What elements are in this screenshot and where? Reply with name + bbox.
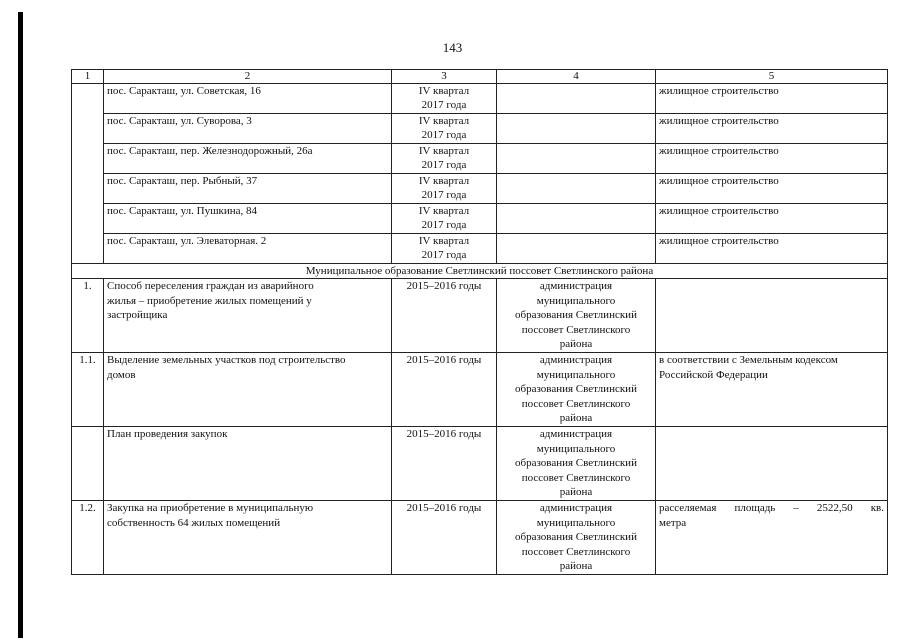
page-number: 143 (442, 40, 463, 55)
responsible-text: образования Светлинский (515, 457, 637, 470)
note-cell (656, 234, 888, 264)
responsible-text: администрация (539, 280, 613, 293)
measure-text: домов (107, 368, 136, 381)
note-text: в соответствии с Земельным кодексом (659, 354, 838, 367)
address-text: пос. Саракташ, ул. Советская, 16 (107, 85, 261, 97)
responsible-cell (497, 204, 656, 234)
address-text: пос. Саракташ, ул. Элеваторная. 2 (107, 235, 267, 247)
measure-cell (104, 353, 392, 427)
table-header-row (72, 70, 888, 84)
responsible-cell (497, 174, 656, 204)
table-row (72, 174, 888, 204)
measure-text: Закупка на приобретение в муниципальную (107, 502, 314, 515)
note-text: метра (659, 516, 687, 529)
table-row (72, 427, 888, 501)
period-cell (392, 234, 497, 264)
measure-cell (104, 279, 392, 353)
responsible-cell (497, 114, 656, 144)
responsible-cell (497, 353, 656, 427)
note-text: жилищное строительство (659, 145, 779, 157)
table-row (72, 234, 888, 264)
period-text: IV квартал (418, 235, 470, 247)
period-cell (392, 501, 497, 575)
period-cell (392, 144, 497, 174)
responsible-text: администрация (539, 354, 613, 367)
responsible-cell (497, 144, 656, 174)
measure-text: План проведения закупок (107, 428, 228, 441)
table-row (72, 204, 888, 234)
row-number: 1.2. (79, 502, 96, 515)
period-cell (392, 114, 497, 144)
period-text: 2017 года (421, 129, 467, 142)
measure-text: жилья – приобретение жилых помещений у (107, 294, 312, 307)
column-header-2: 2 (104, 70, 392, 84)
period-text: 2017 года (421, 99, 467, 112)
responsible-text: образования Светлинский (515, 531, 637, 544)
responsible-text: района (559, 486, 593, 499)
table-row (72, 501, 888, 575)
responsible-text: района (559, 412, 593, 425)
note-text: жилищное строительство (659, 85, 779, 97)
measure-cell (104, 427, 392, 501)
responsible-text: муниципального (536, 294, 616, 307)
note-cell (656, 204, 888, 234)
note-text: жилищное строительство (659, 235, 779, 247)
note-cell (656, 353, 888, 427)
row-number: 1. (83, 280, 92, 293)
section-row (72, 264, 888, 279)
responsible-text: поссовет Светлинского (521, 471, 631, 484)
responsible-cell (497, 234, 656, 264)
responsible-text: поссовет Светлинского (521, 545, 631, 558)
period-text: IV квартал (418, 205, 470, 217)
responsible-cell (497, 279, 656, 353)
address-cell (104, 174, 392, 204)
responsible-cell (497, 84, 656, 114)
period-text: 2015–2016 годы (406, 354, 482, 367)
responsible-text: муниципального (536, 516, 616, 529)
measure-text: застройщика (107, 309, 168, 322)
column-header-4: 4 (497, 70, 656, 84)
measure-cell (104, 501, 392, 575)
table-row (72, 279, 888, 353)
note-cell (656, 84, 888, 114)
period-text: IV квартал (418, 145, 470, 157)
table-row (72, 144, 888, 174)
address-text: пос. Саракташ, ул. Суворова, 3 (107, 115, 252, 127)
measure-text: Выделение земельных участков под строительство (107, 354, 346, 367)
period-cell (392, 353, 497, 427)
responsible-text: района (559, 338, 593, 351)
note-cell (656, 427, 888, 501)
responsible-text: администрация (539, 502, 613, 515)
note-cell (656, 144, 888, 174)
table-row (72, 84, 888, 114)
period-text: IV квартал (418, 85, 470, 97)
row-number-cell (72, 84, 104, 264)
address-cell (104, 204, 392, 234)
address-text: пос. Саракташ, ул. Пушкина, 84 (107, 205, 258, 217)
period-text: 2017 года (421, 189, 467, 202)
note-cell (656, 279, 888, 353)
period-text: IV квартал (418, 175, 470, 187)
row-number-cell (72, 279, 104, 353)
period-text: 2017 года (421, 159, 467, 172)
period-cell (392, 279, 497, 353)
address-text: пос. Саракташ, пер. Рыбный, 37 (107, 175, 258, 187)
address-cell (104, 234, 392, 264)
table-row (72, 353, 888, 427)
period-cell (392, 427, 497, 501)
binding-edge (18, 12, 23, 638)
period-text: 2017 года (421, 219, 467, 232)
address-cell (104, 144, 392, 174)
row-number-cell (72, 353, 104, 427)
measure-text: собственность 64 жилых помещений (107, 516, 281, 529)
responsible-text: образования Светлинский (515, 383, 637, 396)
column-header-3: 3 (392, 70, 497, 84)
row-number-cell (72, 501, 104, 575)
note-text: Российской Федерации (659, 368, 768, 381)
responsible-text: поссовет Светлинского (521, 323, 631, 336)
column-header-1: 1 (72, 70, 104, 84)
period-text: IV квартал (418, 115, 470, 127)
note-text: расселяемая площадь – 2522,50 кв. (659, 502, 884, 515)
address-cell (104, 114, 392, 144)
row-number: 1.1. (79, 354, 96, 367)
responsible-text: муниципального (536, 368, 616, 381)
address-cell (104, 84, 392, 114)
table-row (72, 114, 888, 144)
responsible-text: района (559, 560, 593, 573)
period-cell (392, 84, 497, 114)
note-text: жилищное строительство (659, 115, 779, 127)
note-cell (656, 501, 888, 575)
note-cell (656, 174, 888, 204)
responsible-text: образования Светлинский (515, 309, 637, 322)
address-text: пос. Саракташ, пер. Железнодорожный, 26а (107, 145, 313, 157)
responsible-text: администрация (539, 428, 613, 441)
period-text: 2017 года (421, 249, 467, 262)
responsible-text: поссовет Светлинского (521, 397, 631, 410)
row-number-cell (72, 427, 104, 501)
note-cell (656, 114, 888, 144)
period-cell (392, 174, 497, 204)
period-text: 2015–2016 годы (406, 502, 482, 515)
section-title: Муниципальное образование Светлинский поссовет Светлинского района (72, 264, 888, 279)
column-header-5: 5 (656, 70, 888, 84)
responsible-cell (497, 501, 656, 575)
period-text: 2015–2016 годы (406, 428, 482, 441)
period-text: 2015–2016 годы (406, 280, 482, 293)
note-text: жилищное строительство (659, 175, 779, 187)
period-cell (392, 204, 497, 234)
responsible-text: муниципального (536, 442, 616, 455)
measure-text: Способ переселения граждан из аварийного (107, 280, 314, 293)
note-text: жилищное строительство (659, 205, 779, 217)
document-table (71, 69, 888, 575)
responsible-cell (497, 427, 656, 501)
